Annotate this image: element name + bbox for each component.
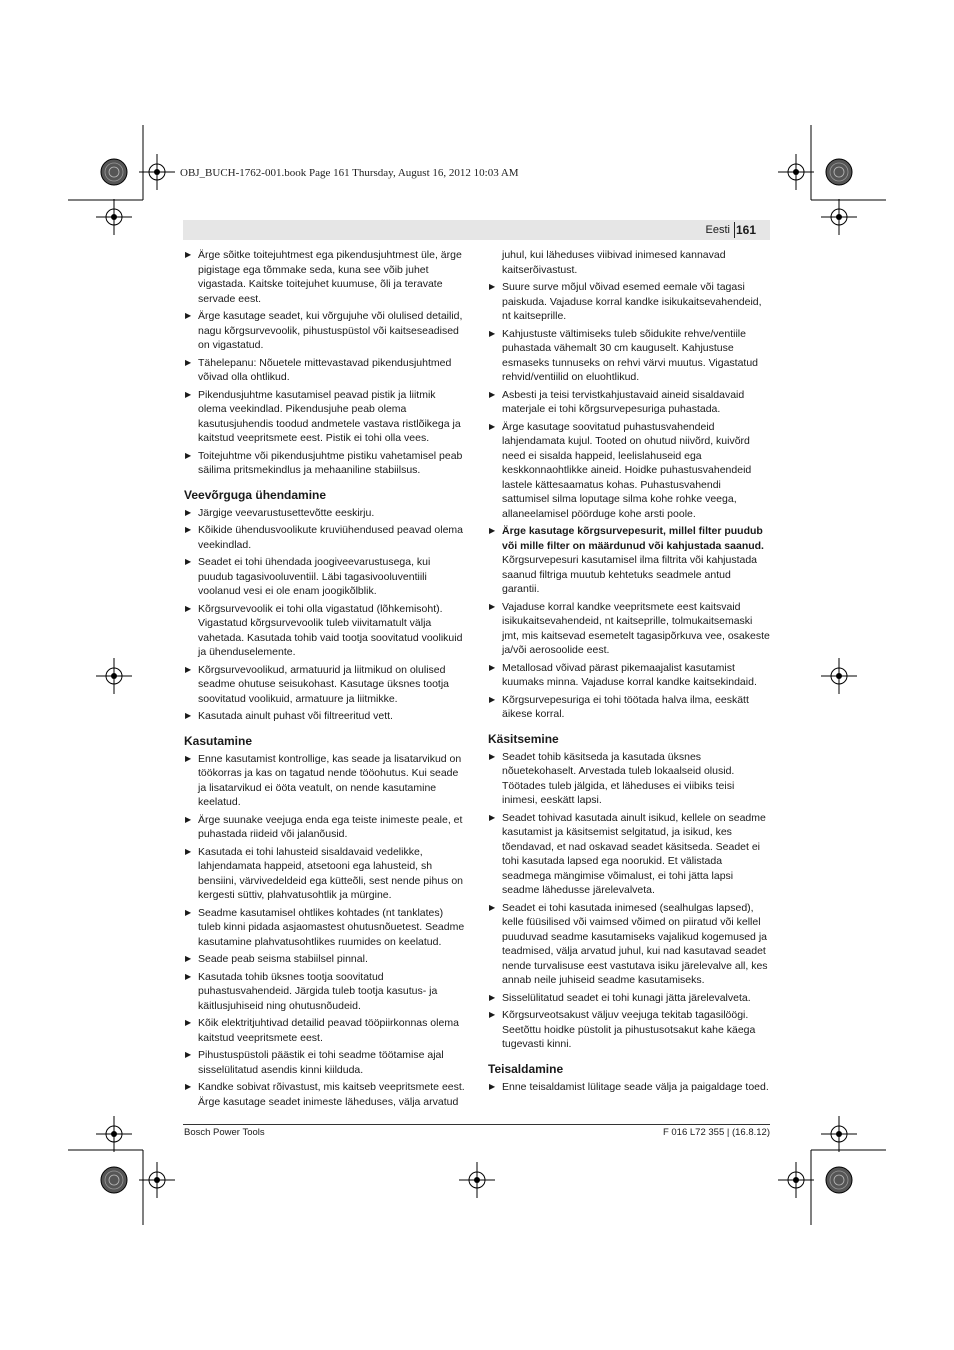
list-item: ▶ Kõrgsurvepesuriga ei tohi töötada halva ilma, eeskätt äikese korral.: [488, 693, 770, 722]
page-header-bar: [183, 220, 770, 240]
list-item: ▶ Asbesti ja teisi tervistkahjustavaid aineid sisaldavaid materjale ei tohi kõrgsurvepesuriga puhastada.: [488, 388, 770, 417]
section-heading-use: Kasutamine: [184, 733, 253, 748]
list-item: ▶ Kasutada tohib üksnes tootja soovitatud puhastusvahendeid. Järgida tuleb tootja kasutus- ja käitlusjuhiseid ning ohutusnõudeid.: [184, 970, 466, 1014]
left-column: [184, 248, 466, 1112]
list-item: ▶ Pikendusjuhtme kasutamisel peavad pistik ja liitmik olema veekindlad. Pikendusjuhe peab olema kasutusjuhendis toodud andmetele vastava ristlõikega ja kaitstud veepritsmete eest. Pistik ei tohi olla vees.: [184, 388, 466, 446]
list-item: ▶ Seadme kasutamisel ohtlikes kohtades (nt tanklates) tuleb kinni pidada asjaomastest ohutusnõuetest. Seadme kasutamine plahvatusohtlikes ruumides on keelatud.: [184, 906, 466, 950]
continued-text: juhul, kui läheduses viibivad inimesed kannavad kaitserõivastust.: [502, 249, 726, 276]
list-item: ▶ Suure surve mõjul võivad esemed eemale või tagasi paiskuda. Vajaduse korral kandke isikukaitsevahendeid, nt kaitseprille.: [488, 280, 770, 324]
list-item: ▶ Kasutada ainult puhast või filtreeritud vett.: [184, 709, 466, 724]
right-column: [488, 248, 770, 1097]
list-item: ▶ Kõrgsurveotsakust väljuv veejuga tekitab tagasilöögi. Seetõttu hoidke püstolit ja pihustusotsakut kahe käega tugevasti kinni.: [488, 1008, 770, 1052]
list-item: ▶ Kandke sobivat rõivastust, mis kaitseb veepritsmete eest. Ärge kasutage seadet inimeste läheduses, välja arvatud: [184, 1080, 466, 1109]
header-language: Eesti: [705, 224, 730, 236]
list-item: ▶ Ärge kasutage soovitatud puhastusvahendeid lahjendamata kujul. Tooted on ohutud niivõrd, kuivõrd need ei sisalda happeid, leelislahuseid ega keskkonnaohtlikke aineid. Hoidke puhastusvahendeid lastele kättesaamatus kohas. Puhastusvahendi sattumisel silma loputage silma kohe rohke veega, allaneelamisel pöörduge kohe arsti poole.: [488, 420, 770, 522]
list-item: ▶ Pihustuspüstoli päästik ei tohi seadme töötamise ajal sisselülitatud asendis kinni kiilduda.: [184, 1048, 466, 1077]
list-item: ▶ Seadet ei tohi kasutada inimesed (sealhulgas lapsed), kelle füüsilised või vaimsed võimed on piiratud või kellel puuduvad seadme kasutamiseks vajalikud kogemused ja teadmised, välja arvatud juhul, kui nad kasutavad seadet nende turvalisuse eest vastutava isiku järelevalve all, kes annab neile juhiseid seadme kasutamiseks.: [488, 901, 770, 988]
list-item-filter-warning: [488, 524, 770, 597]
footer-doc-number: F 016 L72 355 | (16.8.12): [662, 1127, 770, 1138]
list-item: ▶ Kõik elektritjuhtivad detailid peavad tööpiirkonnas olema kaitstud veepritsmete eest.: [184, 1016, 466, 1045]
filter-warning-bold: Ärge kasutage kõrgsurvepesurit, millel filter puudub või mille filter on määrdunud või kahjustada saanud.: [502, 525, 764, 552]
list-item: ▶ Sisselülitatud seadet ei tohi kunagi jätta järelevalveta.: [488, 991, 770, 1006]
footer-brand: Bosch Power Tools: [184, 1127, 265, 1138]
section-heading-transport: Teisaldamine: [488, 1061, 564, 1076]
list-item: ▶ Seadet ei tohi ühendada joogiveevarustusega, kui puudub tagasivooluventiil. Läbi tagasivooluventiili voolanud vesi ei ole enam joogikõlblik.: [184, 555, 466, 599]
print-info-line: OBJ_BUCH-1762-001.book Page 161 Thursday, August 16, 2012 10:03 AM: [180, 167, 519, 179]
list-item: ▶ Ärge suunake veejuga enda ega teiste inimeste peale, et puhastada riideid või jalanõusid.: [184, 813, 466, 842]
list-item: ▶ Kasutada ei tohi lahusteid sisaldavaid vedelikke, lahjendamata happeid, atsetooni ega lahusteid, sh bensiini, värvivedeldeid ega kütteõli, sest nende pihus on kergesti süttiv, plahvatusohtlik ja mürgine.: [184, 845, 466, 903]
list-item: ▶ Kõikide ühendusvoolikute kruviühendused peavad olema veekindlad.: [184, 523, 466, 552]
footer-rule: [183, 1124, 770, 1125]
list-item: ▶ Ärge kasutage seadet, kui võrgujuhe või olulised detailid, nagu kõrgsurvevoolik, pihustuspüstol või kaitseseadised on vigastatud.: [184, 309, 466, 353]
list-item: ▶ Kõrgsurvevoolik ei tohi olla vigastatud (lõhkemisoht). Vigastatud kõrgsurvevoolik tuleb viivitamatult välja vahetada. Kasutada tohib vaid tootja soovitatud voolikuid ja ühenduselemente.: [184, 602, 466, 660]
list-item: ▶ Järgige veevarustusettevõtte eeskirju.: [184, 506, 466, 521]
list-item: ▶ Toitejuhtme või pikendusjuhtme pistiku vahetamisel peab säilima pritsmekindlus ja mehaaniline stabiilsus.: [184, 449, 466, 478]
section-heading-water: Veevõrguga ühendamine: [184, 487, 327, 502]
list-item: ▶ Tähelepanu: Nõuetele mittevastavad pikendusjuhtmed võivad olla ohtlikud.: [184, 356, 466, 385]
list-item: ▶ Seadet tohib käsitseda ja kasutada üksnes nõuetekohaselt. Arvestada tuleb lokaalseid olusid. Töötades tuleb jälgida, et läheduses ei viibiks teisi inimesi, eeskätt lapsi.: [488, 750, 770, 808]
section-heading-handling: Käsitsemine: [488, 731, 559, 746]
list-item: ▶ Kõrgsurvevoolikud, armatuurid ja liitmikud on olulised seadme ohutuse seisukohast. Kasutage üksnes tootja soovitatud voolikuid, armatuure ja liitmikke.: [184, 663, 466, 707]
page-number: 161: [735, 223, 756, 237]
list-item: ▶ Seade peab seisma stabiilsel pinnal.: [184, 952, 466, 967]
list-item: ▶ Kahjustuste vältimiseks tuleb sõidukite rehve/ventiile puhastada vähemalt 30 cm kauguselt. Kahjustuse esmaseks tunnuseks on rehvi värvi muutus. Vigastatud rehvid/ventiilid on eluohtlikud.: [488, 327, 770, 385]
list-item: ▶ Vajaduse korral kandke veepritsmete eest kaitsvaid isikukaitsevahendeid, nt kaitseprille, tolmukaitsemaski jmt, mis kaitsevad esemetelt tagasipõrkuva vee, osakeste ja/või aerosoolide eest.: [488, 600, 770, 658]
list-item: ▶ Enne kasutamist kontrollige, kas seade ja lisatarvikud on töökorras ja kas on tagatud nende tööohutus. Kui seade ja lisatarvikud ei ööta veatult, on nende kasutamine keelatud.: [184, 752, 466, 810]
list-item: ▶ Metallosad võivad pärast pikemaajalist kasutamist kuumaks minna. Vajaduse korral kandke kaitsekindaid.: [488, 661, 770, 690]
header-divider: [734, 222, 735, 238]
list-item: ▶ Enne teisaldamist lülitage seade välja ja paigaldage toed.: [488, 1080, 770, 1095]
filter-warning-text: Kõrgsurvepesuri kasutamisel ilma filtrita või kahjustada saanud filtriga muutub kehtetuks seadmele antud garantii.: [502, 554, 758, 595]
list-item: ▶ Seadet tohivad kasutada ainult isikud, kellele on seadme kasutamist ja käsitsemist selgitatud, ja isikud, kes tõendavad, et nad oskavad seadet käsitseda. Seadet ei tohi kasutada lapsed ega noorukid. Et välistada seadmega mängimise võimalust, ei tohi jätta lapsi seadme lähedusse järelevalveta.: [488, 811, 770, 898]
list-item: ▶ Ärge sõitke toitejuhtmest ega pikendusjuhtmest üle, ärge pigistage ega tõmmake seda, kuna see võib juhet vigastada. Kaitske toitejuhet kuumuse, õli ja teravate servade eest.: [184, 248, 466, 306]
